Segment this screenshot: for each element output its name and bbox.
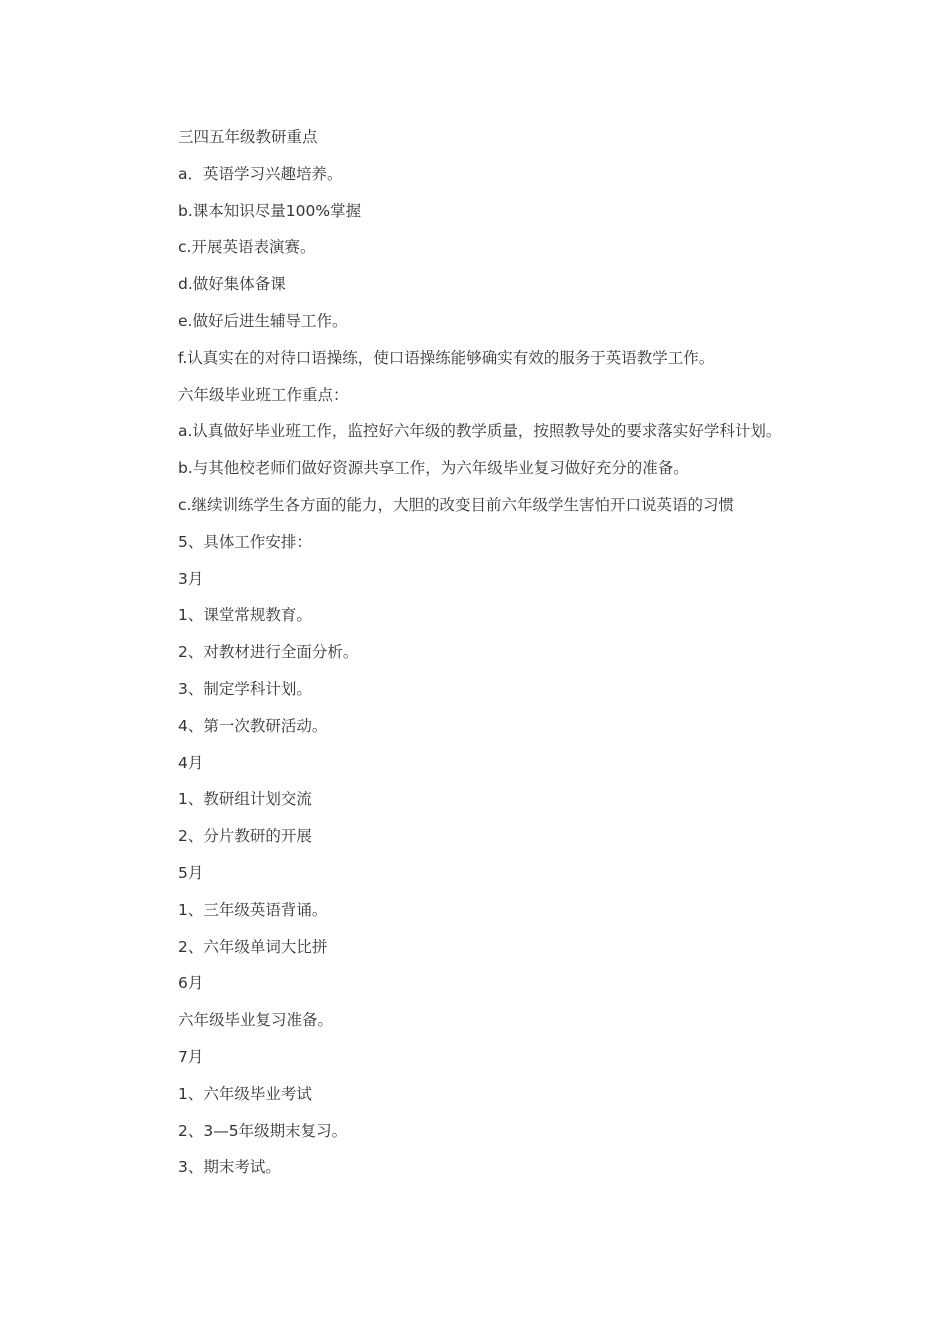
- list-item: c.开展英语表演赛。: [178, 238, 316, 257]
- month-heading: 7月: [178, 1047, 204, 1066]
- list-item: 2、3—5年级期末复习。: [178, 1121, 348, 1140]
- list-item: 2、六年级单词大比拼: [178, 937, 328, 956]
- list-item: f.认真实在的对待口语操练，使口语操练能够确实有效的服务于英语教学工作。: [178, 348, 715, 367]
- list-item: a.认真做好毕业班工作，监控好六年级的教学质量，按照教导处的要求落实好学科计划。: [178, 422, 782, 441]
- document-body: [143, 124, 808, 1191]
- section-heading-grade-6: 六年级毕业班工作重点：: [178, 385, 349, 404]
- list-item: 3、期末考试。: [178, 1158, 281, 1177]
- list-item: 4、第一次教研活动。: [178, 716, 328, 735]
- month-heading: 3月: [178, 569, 204, 588]
- list-item: a．英语学习兴趣培养。: [178, 164, 343, 183]
- list-item: b.与其他校老师们做好资源共享工作，为六年级毕业复习做好充分的准备。: [178, 459, 689, 478]
- month-heading: 6月: [178, 974, 204, 993]
- list-item: 1、六年级毕业考试: [178, 1084, 312, 1103]
- list-item: e.做好后进生辅导工作。: [178, 311, 348, 330]
- list-item: 2、分片教研的开展: [178, 827, 312, 846]
- list-item: 3、制定学科计划。: [178, 679, 312, 698]
- list-item: c.继续训练学生各方面的能力，大胆的改变目前六年级学生害怕开口说英语的习惯: [178, 495, 734, 514]
- list-item: 2、对教材进行全面分析。: [178, 643, 359, 662]
- list-item: d.做好集体备课: [178, 275, 286, 294]
- month-heading: 5月: [178, 863, 204, 882]
- list-item: b.课本知识尽量100%掌握: [178, 201, 362, 220]
- list-item: 1、课堂常规教育。: [178, 606, 312, 625]
- month-heading: 4月: [178, 753, 204, 772]
- section-heading-schedule: 5、具体工作安排：: [178, 532, 312, 551]
- list-item: 六年级毕业复习准备。: [178, 1011, 334, 1030]
- list-item: 1、三年级英语背诵。: [178, 900, 328, 919]
- section-heading-grades-3-5: 三四五年级教研重点: [178, 128, 318, 146]
- list-item: 1、教研组计划交流: [178, 790, 312, 809]
